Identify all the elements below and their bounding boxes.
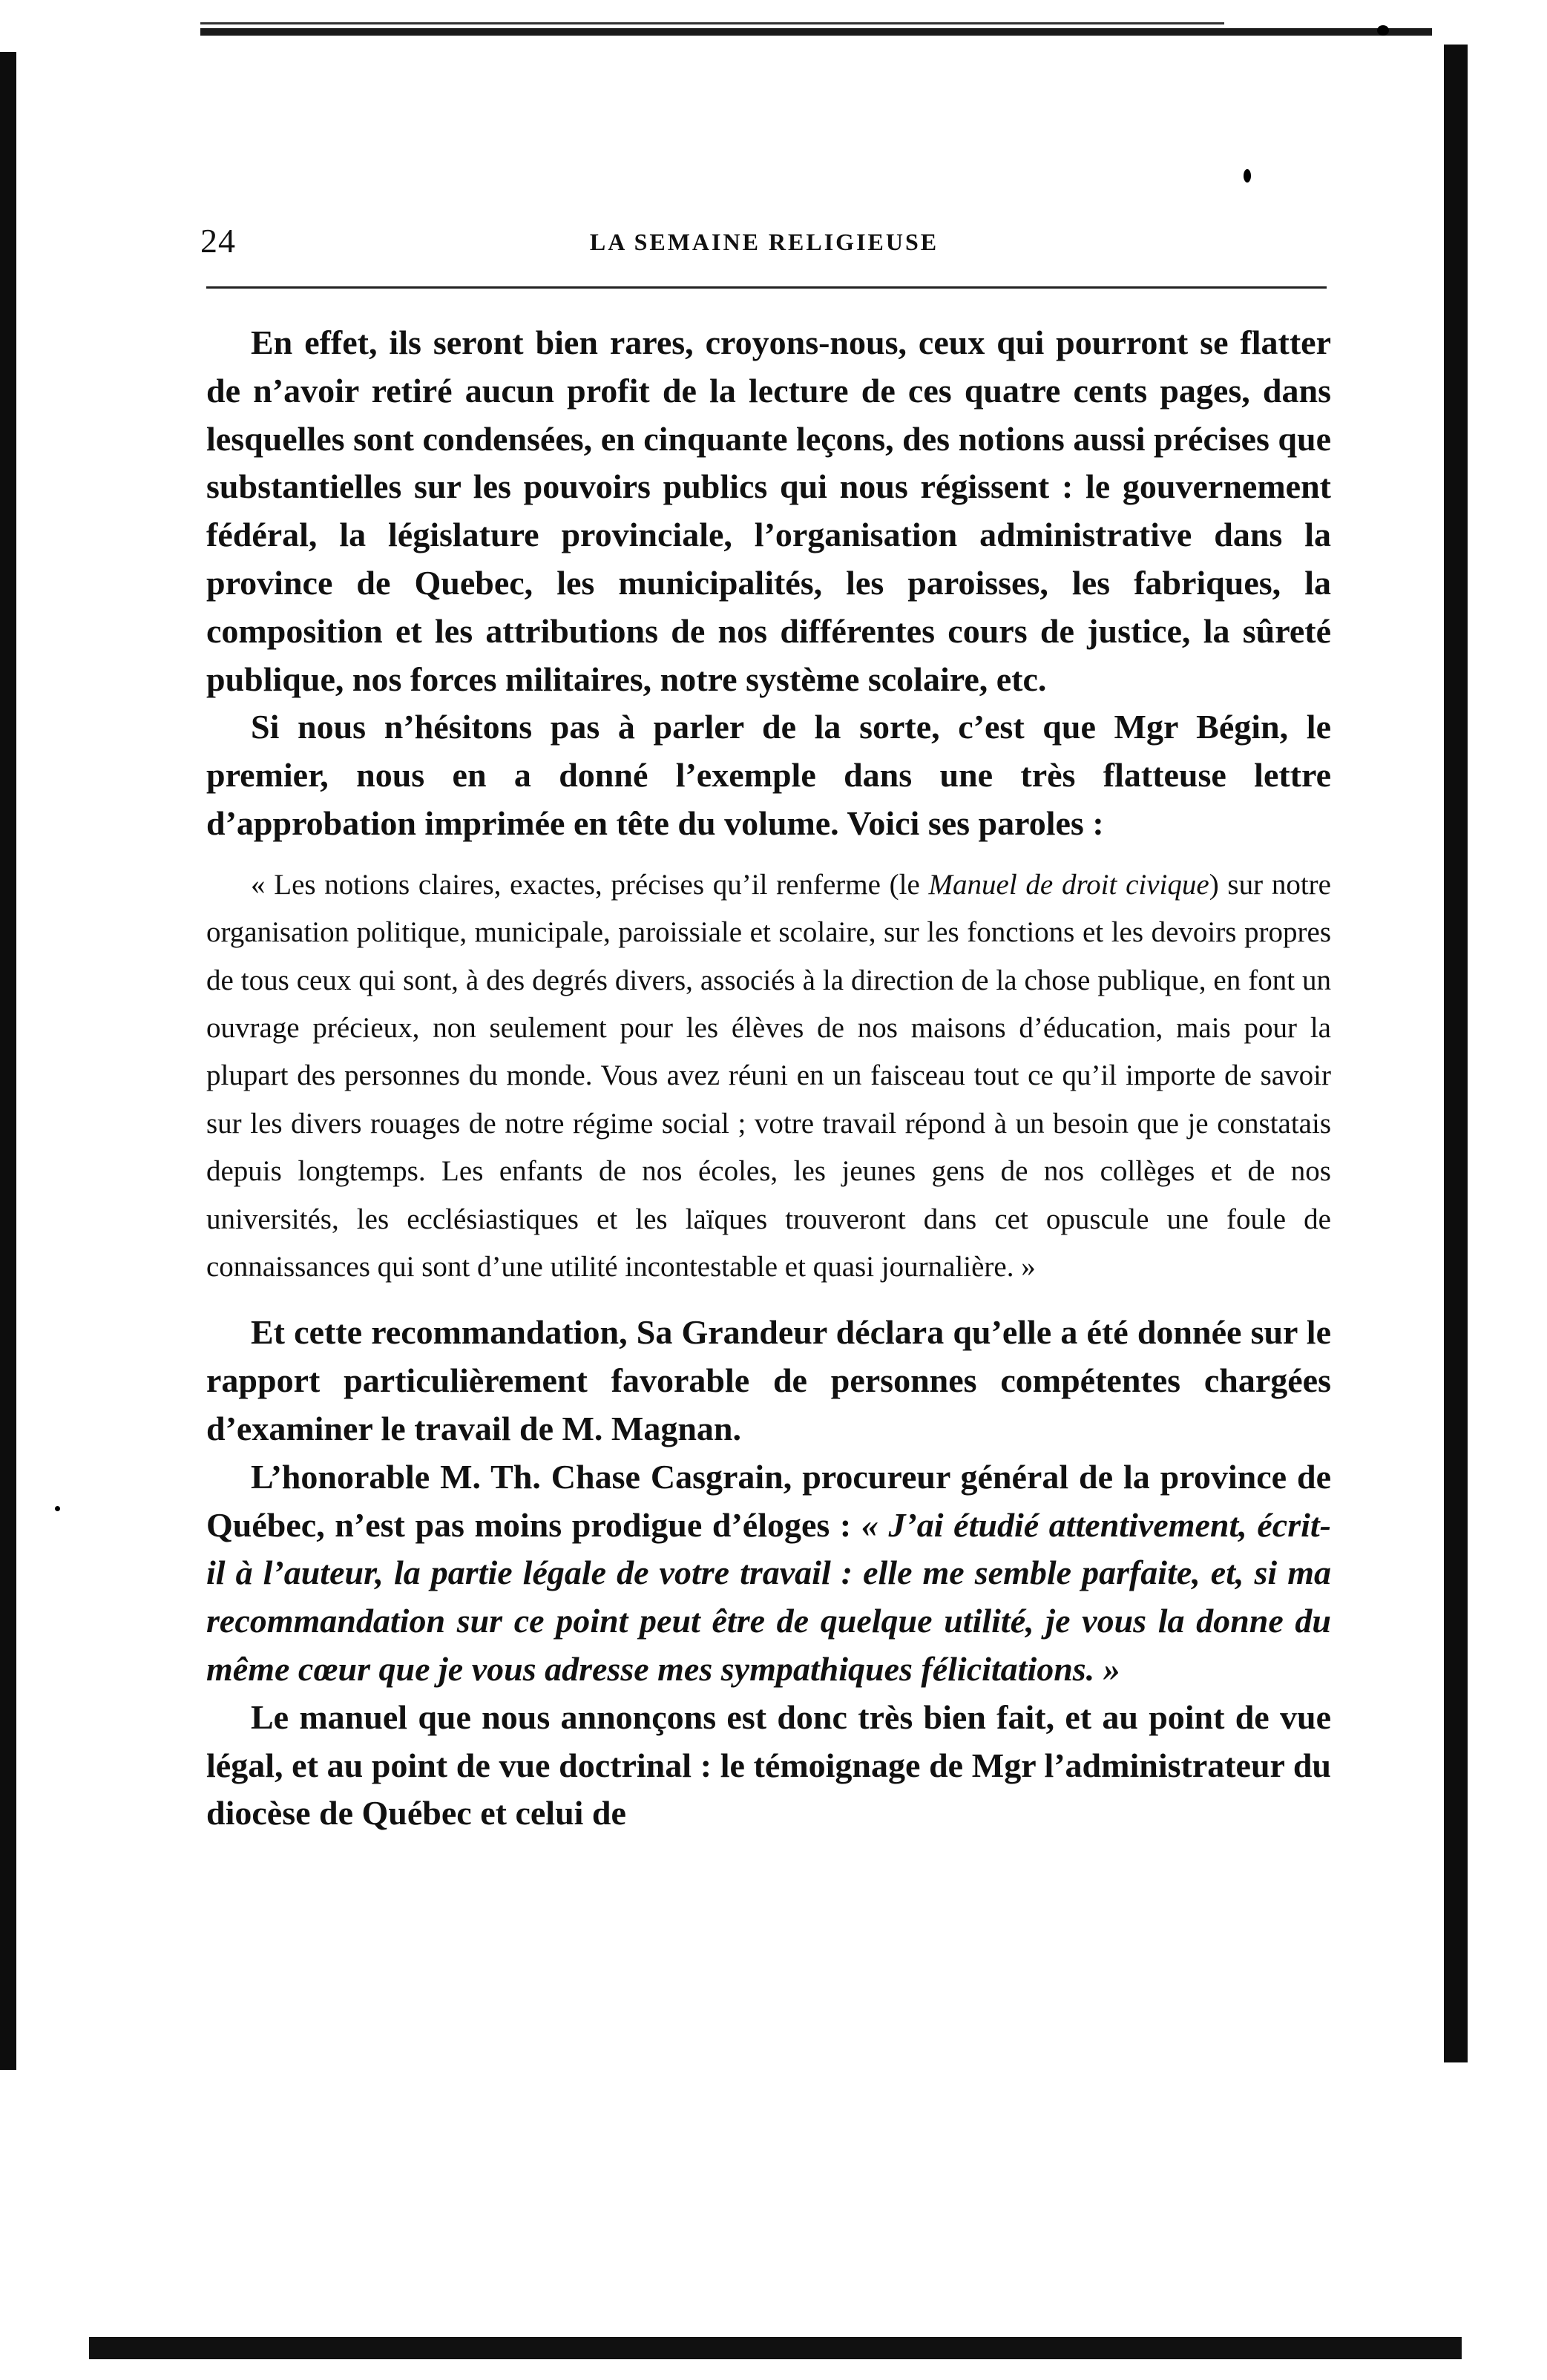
scan-bottom-border <box>89 2337 1462 2359</box>
quotation-begin <box>206 861 1331 1292</box>
paragraph-5: Le manuel que nous annonçons est donc très bien fait, et au point de vue légal, et au point de vue doctrinal : le témoignage de Mgr l’administrateur du diocèse de Québec et celui de <box>206 1697 1331 1832</box>
page-number: 24 <box>200 222 236 260</box>
scan-top-border <box>200 28 1432 36</box>
running-title: LA SEMAINE RELIGIEUSE <box>589 229 939 255</box>
paragraph-4 <box>206 1453 1331 1694</box>
scan-speck <box>1377 25 1389 36</box>
casgrain-quote: « J’ai étudié attentivement, écrit-il à l’auteur, la partie légale de votre travail : elle me semble parfaite, et, si ma recommandation sur ce point peut être de quelque utilité, je vous la donne du même cœur que je vous adresse mes sympathiques félicitations. » <box>206 1505 1331 1688</box>
scan-speck <box>55 1506 60 1511</box>
scan-edge-line <box>200 22 1224 24</box>
paragraph-1: En effet, ils seront bien rares, croyons-nous, ceux qui pourront se flatter de n’avoir retiré aucun profit de la lecture de ces quatre cents pages, dans lesquelles sont condensées, en cinquante leçons, des notions aussi précises que substantielles sur les pouvoirs publics qui nous régissent : le gouvernement fédéral, la législature provinciale, l’organisation administrative dans la province de Quebec, les municipalités, les paroisses, les fabriques, la composition et les attributions de nos différentes cours de justice, la sûreté publique, nos forces militaires, notre système scolaire, etc. <box>206 323 1331 698</box>
scan-right-border <box>1444 45 1468 2062</box>
paragraph-2: Si nous n’hésitons pas à parler de la sorte, c’est que Mgr Bégin, le premier, nous en a donné l’exemple dans une très flatteuse lettre d’approbation imprimée en tête du volume. Voici ses paroles : <box>206 708 1331 842</box>
paragraph-4-lead: L’honorable M. Th. Chase Casgrain, procureur général de la province de Québec, n’est pas moins prodigue d’éloges : <box>206 1457 1331 1544</box>
quoted-book-title: Manuel de droit civique <box>928 868 1209 901</box>
article-body <box>206 319 1331 1838</box>
quote-text: « Les notions claires, exactes, précises qu’il renferme (le <box>251 868 929 901</box>
paragraph-3: Et cette recommandation, Sa Grandeur déclara qu’elle a été donnée sur le rapport particulièrement favorable de personnes compétentes chargées d’examiner le travail de M. Magnan. <box>206 1313 1331 1448</box>
page-header <box>200 221 1328 266</box>
header-rule <box>206 286 1327 289</box>
scan-left-border <box>0 52 16 2070</box>
scan-speck <box>1244 169 1251 183</box>
quote-text: ) sur notre organisation politique, municipale, paroissiale et scolaire, sur les fonctions et les devoirs propres de tous ceux qui sont, à des degrés divers, associés à la direction de la chose publique, en font un ouvrage précieux, non seulement pour les élèves de nos maisons d’éducation, mais pour la plupart des personnes du monde. Vous avez réuni en un faisceau tout ce qu’il importe de savoir sur les divers rouages de notre régime social ; votre travail répond à un besoin que je constatais depuis longtemps. Les enfants de nos écoles, les jeunes gens de nos collèges et de nos universités, les ecclésiastiques et les laïques trouveront dans cet opuscule une foule de connaissances qui sont d’une utilité incontestable et quasi journalière. » <box>206 868 1331 1283</box>
